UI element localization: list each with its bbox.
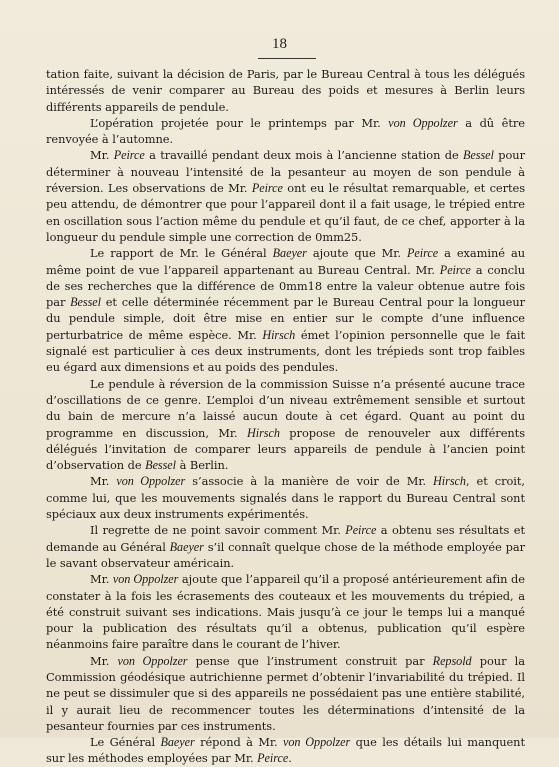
text-run: a obtenu ses résultats et demande au Général [46, 523, 525, 554]
italic-name: Repsold [432, 653, 472, 668]
italic-name: von Oppolzer [116, 474, 186, 489]
italic-name: Baeyer [160, 735, 195, 750]
text-run: et celle déterminée récemment par le Bureau Central pour la longueur du pendule simple, doit être mise en entier sur le compte d’une influence perturbatrice de même espèce. Mr. [46, 295, 526, 342]
italic-name: von Oppolzer [283, 735, 351, 750]
italic-name: Hirsch [433, 474, 466, 489]
body-text [46, 66, 525, 767]
italic-name: Bessel [70, 295, 101, 310]
paragraph [46, 571, 525, 652]
text-run: L’opération projetée pour le printemps par Mr. [90, 115, 389, 130]
text-run: s’il connaît quelque chose de la méthode employée par le savant observateur américain. [46, 539, 525, 570]
text-run: a conclu de ses recherches que la différence de 0mm18 entre la valeur obtenue autre fois par [46, 262, 525, 310]
italic-name: Peirce [345, 523, 377, 538]
text-run: a examiné au même point de vue l’appareil appartenant au Bureau Central. Mr. [46, 246, 526, 277]
italic-name: von Oppolzer [112, 572, 179, 587]
text-run: tation faite, suivant la décision de Paris, par le Bureau Central à tous les délégués intéressés de venir comparer au Bureau des poids et mesures à Berlin leurs différents appareils de pendule. [46, 67, 525, 114]
text-run: émet l’opinion personnelle que le fait signalé est particulier à ces deux instruments, dont les trépieds sont trop faibles eu égard aux dimensions et au poids des pendules. [46, 327, 525, 375]
text-run: Le Général [90, 735, 161, 750]
text-run: répond à Mr. [194, 735, 283, 750]
text-run: que les détails lui manquent sur les méthodes employées par Mr. [46, 735, 526, 766]
italic-name: Peirce [257, 751, 289, 766]
italic-name: Baeyer [272, 246, 307, 261]
text-run: Mr. [90, 572, 113, 587]
italic-name: Peirce [407, 246, 439, 261]
text-run: a travaillé pendant deux mois à l’ancienne station de [144, 148, 464, 163]
text-run: Le rapport de Mr. le Général [90, 246, 273, 261]
text-run: , et croit, comme lui, que les mouvements signalés dans le rapport du Bureau Central sont spéciaux aux deux instruments expérimentés. [46, 474, 525, 522]
header-rule [258, 58, 316, 59]
paragraph [46, 376, 525, 474]
text-run: Mr. [90, 474, 117, 489]
paragraph [46, 115, 525, 148]
text-run: Il regrette de ne point savoir comment Mr. [90, 523, 346, 538]
text-run: s’associe à la manière de voir de Mr. [185, 474, 434, 489]
paragraph [46, 147, 525, 245]
paragraph [46, 66, 525, 115]
paragraph [46, 653, 525, 734]
page-number: 18 [272, 36, 287, 52]
text-run: pour déterminer à nouveau l’intensité de la pesanteur au moyen de son pendule à réversion. Les observations de Mr. [46, 148, 525, 196]
text-run: Mr. [90, 653, 118, 668]
text-run: pour la Commission géodésique autrichienne permet d’obtenir l’invariabilité du trépied. Il ne peut se dissimuler que si des appareils ne possédaient pas une entière stabilité, il y aurait lieu de recommencer toutes les déterminations d’intensité de la pesanteur fournies par ces instruments. [46, 653, 525, 733]
text-run: Le pendule à réversion de la commission Suisse n’a présenté aucune trace d’oscillations de ce genre. L’emploi d’un niveau extrêmement sensible et surtout du bain de mercure n’a laissé aucun doute à cet égard. Quant au point du programme en discussion, Mr. [46, 376, 525, 440]
italic-name: von Oppolzer [388, 115, 458, 130]
text-run: ajoute que Mr. [306, 246, 407, 261]
paragraph [46, 734, 525, 767]
italic-name: Hirsch [262, 327, 296, 342]
text-run: a dû être renvoyée à l’automne. [46, 115, 525, 147]
text-run: . [288, 751, 292, 766]
paragraph [46, 522, 525, 571]
italic-name: von Oppolzer [117, 653, 188, 668]
text-run: à Berlin. [176, 458, 229, 473]
page-header [0, 33, 559, 53]
text-run: ajoute que l’appareil qu’il a proposé antérieurement afin de constater à la fois les écrasements des couteaux et les mouvements du trépied, a été construit suivant ses indications. Mais jusqu’à ce jour le temps lui a manqué pour la publication des résultats qu’il a obtenus, publication qu’il espère néanmoins faire paraître dans le courant de l’hiver. [46, 572, 525, 652]
italic-name: Bessel [463, 148, 494, 163]
text-run: propose de renouveler aux différents délégués l’invitation de comparer leurs appareils de pendule à l’ancien point d’observation de [46, 425, 525, 473]
italic-name: Bessel [145, 458, 177, 473]
italic-name: Peirce [251, 181, 283, 196]
paragraph [46, 245, 525, 375]
italic-name: Baeyer [169, 539, 204, 554]
paragraph [46, 473, 525, 522]
italic-name: Hirsch [247, 425, 280, 440]
text-run: pense que l’instrument construit par [187, 653, 433, 668]
italic-name: Peirce [439, 262, 471, 277]
text-run: ont eu le résultat remarquable, et certes peu attendu, de démontrer que pour l’appareil dont il a fait usage, le trépied entre en oscillation sous l’action même du pendule et qu’il faut, de ce chef, apporter à la longueur du pendule simple une correction de 0mm25. [46, 181, 525, 244]
text-run: Mr. [90, 148, 114, 163]
italic-name: Peirce [113, 148, 145, 163]
